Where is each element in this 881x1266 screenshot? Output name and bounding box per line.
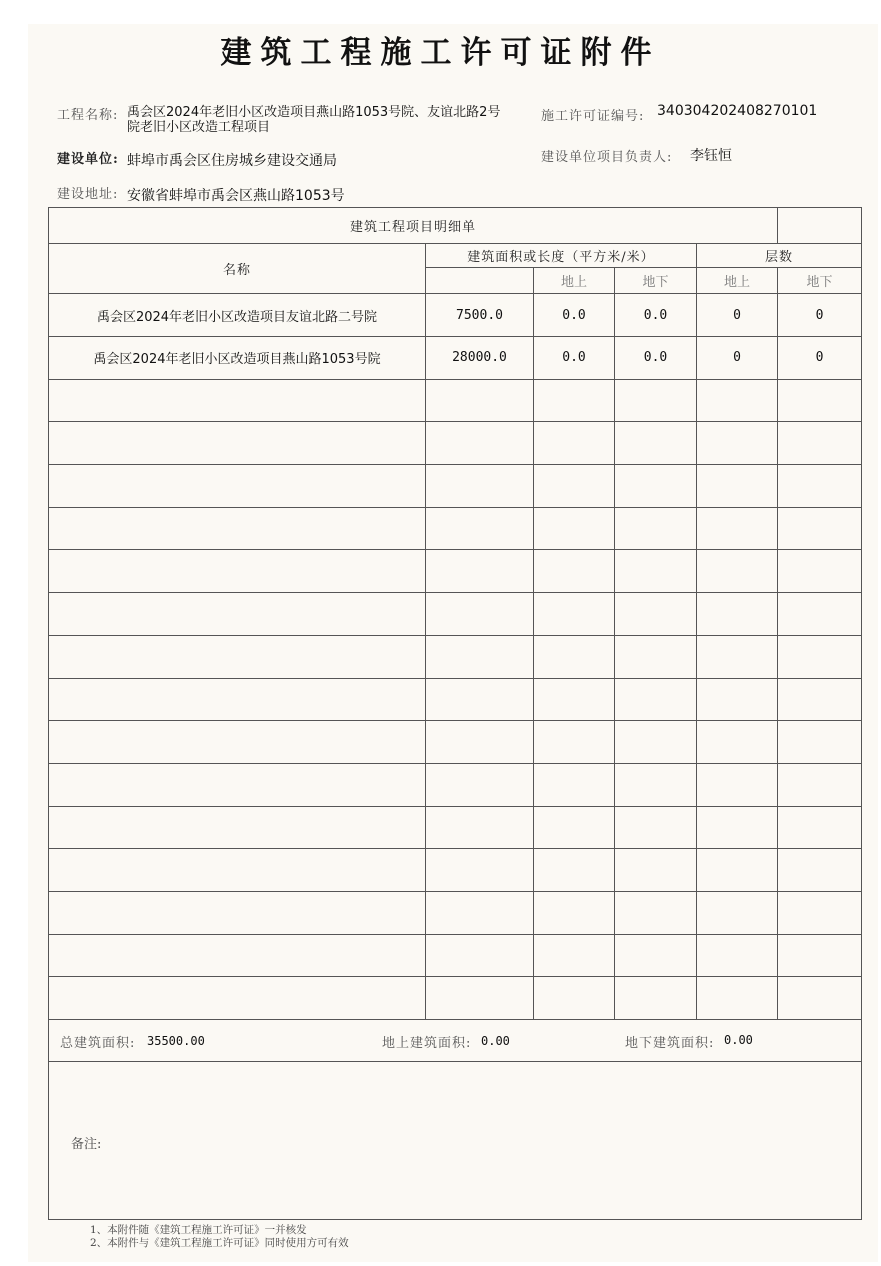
header-area-below: 地下 <box>615 268 697 294</box>
area-summary <box>49 1020 862 1062</box>
empty-row <box>49 465 862 508</box>
below-area-label: 地下建筑面积: <box>625 1036 715 1052</box>
row-area-above: 0.0 <box>534 336 615 379</box>
builder: 蚌埠市禹会区住房城乡建设交通局 <box>127 153 337 169</box>
below-area: 0.00 <box>724 1033 753 1048</box>
remarks-cell <box>49 1062 862 1220</box>
row-floors-below: 0 <box>778 294 862 337</box>
row-floors-above: 0 <box>697 336 778 379</box>
empty-row <box>49 550 862 593</box>
project-detail-table <box>48 207 862 1220</box>
builder-label: 建设单位: <box>57 152 119 167</box>
row-floors-below: 0 <box>778 336 862 379</box>
header-floors: 层数 <box>697 244 862 268</box>
empty-row <box>49 635 862 678</box>
document-title: 建筑工程施工许可证附件 <box>220 35 661 71</box>
empty-row <box>49 379 862 422</box>
row-area: 7500.0 <box>426 294 534 337</box>
permit-no-label: 施工许可证编号: <box>541 109 645 124</box>
empty-row <box>49 593 862 636</box>
total-area: 35500.00 <box>147 1034 205 1049</box>
header-floors-above: 地上 <box>697 268 778 294</box>
empty-row <box>49 678 862 721</box>
row-area: 28000.0 <box>426 336 534 379</box>
header-floors-below: 地下 <box>778 268 862 294</box>
address-label: 建设地址: <box>57 187 119 202</box>
row-name: 禹会区2024年老旧小区改造项目燕山路1053号院 <box>49 336 426 379</box>
header-area-above: 地上 <box>534 268 615 294</box>
total-area-label: 总建筑面积: <box>60 1036 136 1052</box>
empty-row <box>49 892 862 935</box>
footnote-1: 1、本附件随《建筑工程施工许可证》一并核发 <box>90 1224 307 1236</box>
row-area-below: 0.0 <box>615 336 697 379</box>
header-name: 名称 <box>49 244 426 294</box>
permit-no: 340304202408270101 <box>657 103 818 119</box>
table-caption-blank <box>778 208 862 244</box>
empty-row <box>49 763 862 806</box>
empty-row <box>49 934 862 977</box>
empty-row <box>49 721 862 764</box>
address: 安徽省蚌埠市禹会区燕山路1053号 <box>127 188 345 204</box>
manager-label: 建设单位项目负责人: <box>541 150 673 165</box>
above-area-label: 地上建筑面积: <box>382 1036 472 1052</box>
project-name-line2: 院老旧小区改造工程项目 <box>127 120 271 135</box>
manager: 李钰恒 <box>690 148 732 164</box>
header-area-total-blank <box>426 268 534 294</box>
row-name: 禹会区2024年老旧小区改造项目友谊北路二号院 <box>49 294 426 337</box>
empty-row <box>49 507 862 550</box>
header-area: 建筑面积或长度（平方米/米） <box>426 244 697 268</box>
row-area-above: 0.0 <box>534 294 615 337</box>
footnote-2: 2、本附件与《建筑工程施工许可证》同时使用方可有效 <box>90 1237 349 1249</box>
empty-row <box>49 422 862 465</box>
table-caption: 建筑工程项目明细单 <box>49 208 778 244</box>
row-area-below: 0.0 <box>615 294 697 337</box>
table-row <box>49 294 862 337</box>
remarks-label: 备注: <box>71 1136 102 1152</box>
empty-row <box>49 977 862 1020</box>
table-row <box>49 336 862 379</box>
project-name-line1: 禹会区2024年老旧小区改造项目燕山路1053号院、友谊北路2号 <box>127 105 501 120</box>
above-area: 0.00 <box>481 1034 510 1049</box>
project-name-label: 工程名称: <box>57 108 119 123</box>
empty-row <box>49 806 862 849</box>
empty-row <box>49 849 862 892</box>
row-floors-above: 0 <box>697 294 778 337</box>
